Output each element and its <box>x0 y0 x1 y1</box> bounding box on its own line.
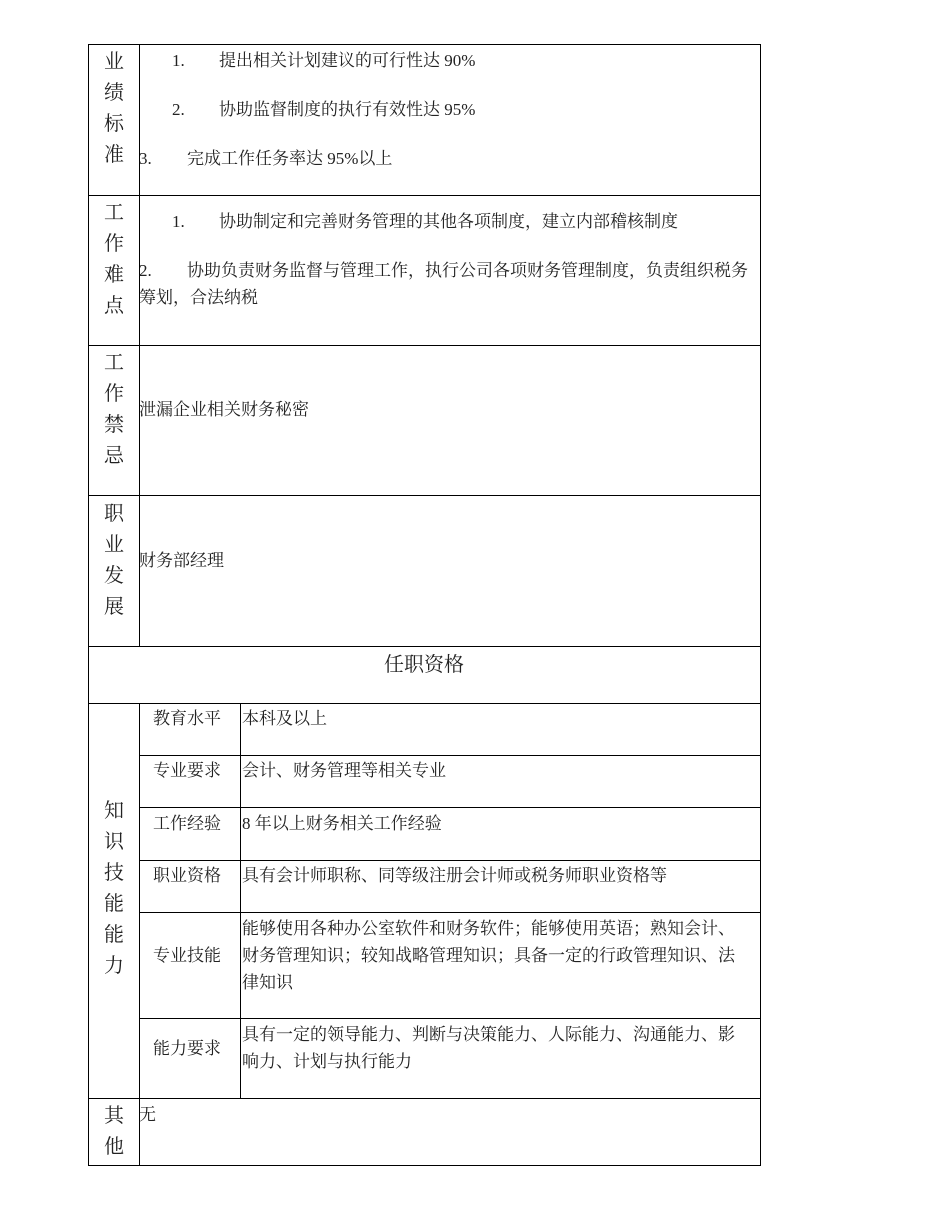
performance-item: 提出相关计划建议的可行性达 90% <box>219 51 476 70</box>
knowledge-row-name: 专业要求 <box>153 761 221 780</box>
performance-item: 完成工作任务率达 95%以上 <box>187 149 393 168</box>
performance-label: 业绩标准 <box>104 51 124 166</box>
qualification-heading: 任职资格 <box>384 654 464 676</box>
row-divider <box>88 1098 760 1099</box>
career-label: 职业发展 <box>104 503 124 618</box>
other-text: 无 <box>139 1105 156 1124</box>
knowledge-row-value: 本科及以上 <box>242 709 327 728</box>
performance-item-num: 3. <box>139 149 152 168</box>
row-divider <box>139 1018 760 1019</box>
other-label: 其他 <box>104 1105 124 1158</box>
difficulties-label: 工作难点 <box>104 202 124 317</box>
difficulties-item-text: 协助负责财务监督与管理工作，执行公司各项财务管理制度，负责组织税务筹划，合法纳税 <box>139 261 748 307</box>
knowledge-row-value: 能够使用各种办公室软件和财务软件；能够使用英语；熟知会计、财务管理知识；较知战略管理知识；具备一定的行政管理知识、法律知识 <box>242 919 735 992</box>
knowledge-row-name: 专业技能 <box>153 946 221 965</box>
knowledge-row-value: 8 年以上财务相关工作经验 <box>242 814 442 833</box>
row-divider <box>88 195 760 196</box>
row-divider <box>139 912 760 913</box>
career-text: 财务部经理 <box>139 551 224 570</box>
taboos-label: 工作禁忌 <box>104 352 124 467</box>
row-divider <box>88 495 760 496</box>
knowledge-row-value: 会计、财务管理等相关专业 <box>242 761 446 780</box>
column-divider <box>240 703 241 1098</box>
performance-item-num: 2. <box>172 100 185 119</box>
performance-item-num: 1. <box>172 51 185 70</box>
performance-item: 协助监督制度的执行有效性达 95% <box>219 100 476 119</box>
row-divider <box>139 807 760 808</box>
knowledge-row-name: 教育水平 <box>153 709 221 728</box>
row-divider <box>88 646 760 647</box>
row-divider <box>88 345 760 346</box>
knowledge-label: 知识技能能力 <box>104 800 124 977</box>
row-divider <box>88 703 760 704</box>
difficulties-item-num: 1. <box>172 212 185 231</box>
knowledge-row-value: 具有会计师职称、同等级注册会计师或税务师职业资格等 <box>242 866 667 885</box>
difficulties-item-num: 2. <box>139 261 152 280</box>
difficulties-item: 协助制定和完善财务管理的其他各项制度，建立内部稽核制度 <box>219 212 678 231</box>
knowledge-row-name: 职业资格 <box>153 866 221 885</box>
taboos-text: 泄漏企业相关财务秘密 <box>139 400 309 419</box>
difficulties-item <box>139 257 751 311</box>
knowledge-row-name: 能力要求 <box>153 1039 221 1058</box>
knowledge-row-value: 具有一定的领导能力、判断与决策能力、人际能力、沟通能力、影响力、计划与执行能力 <box>242 1025 735 1071</box>
row-divider <box>139 755 760 756</box>
row-divider <box>139 860 760 861</box>
knowledge-row-name: 工作经验 <box>153 814 221 833</box>
